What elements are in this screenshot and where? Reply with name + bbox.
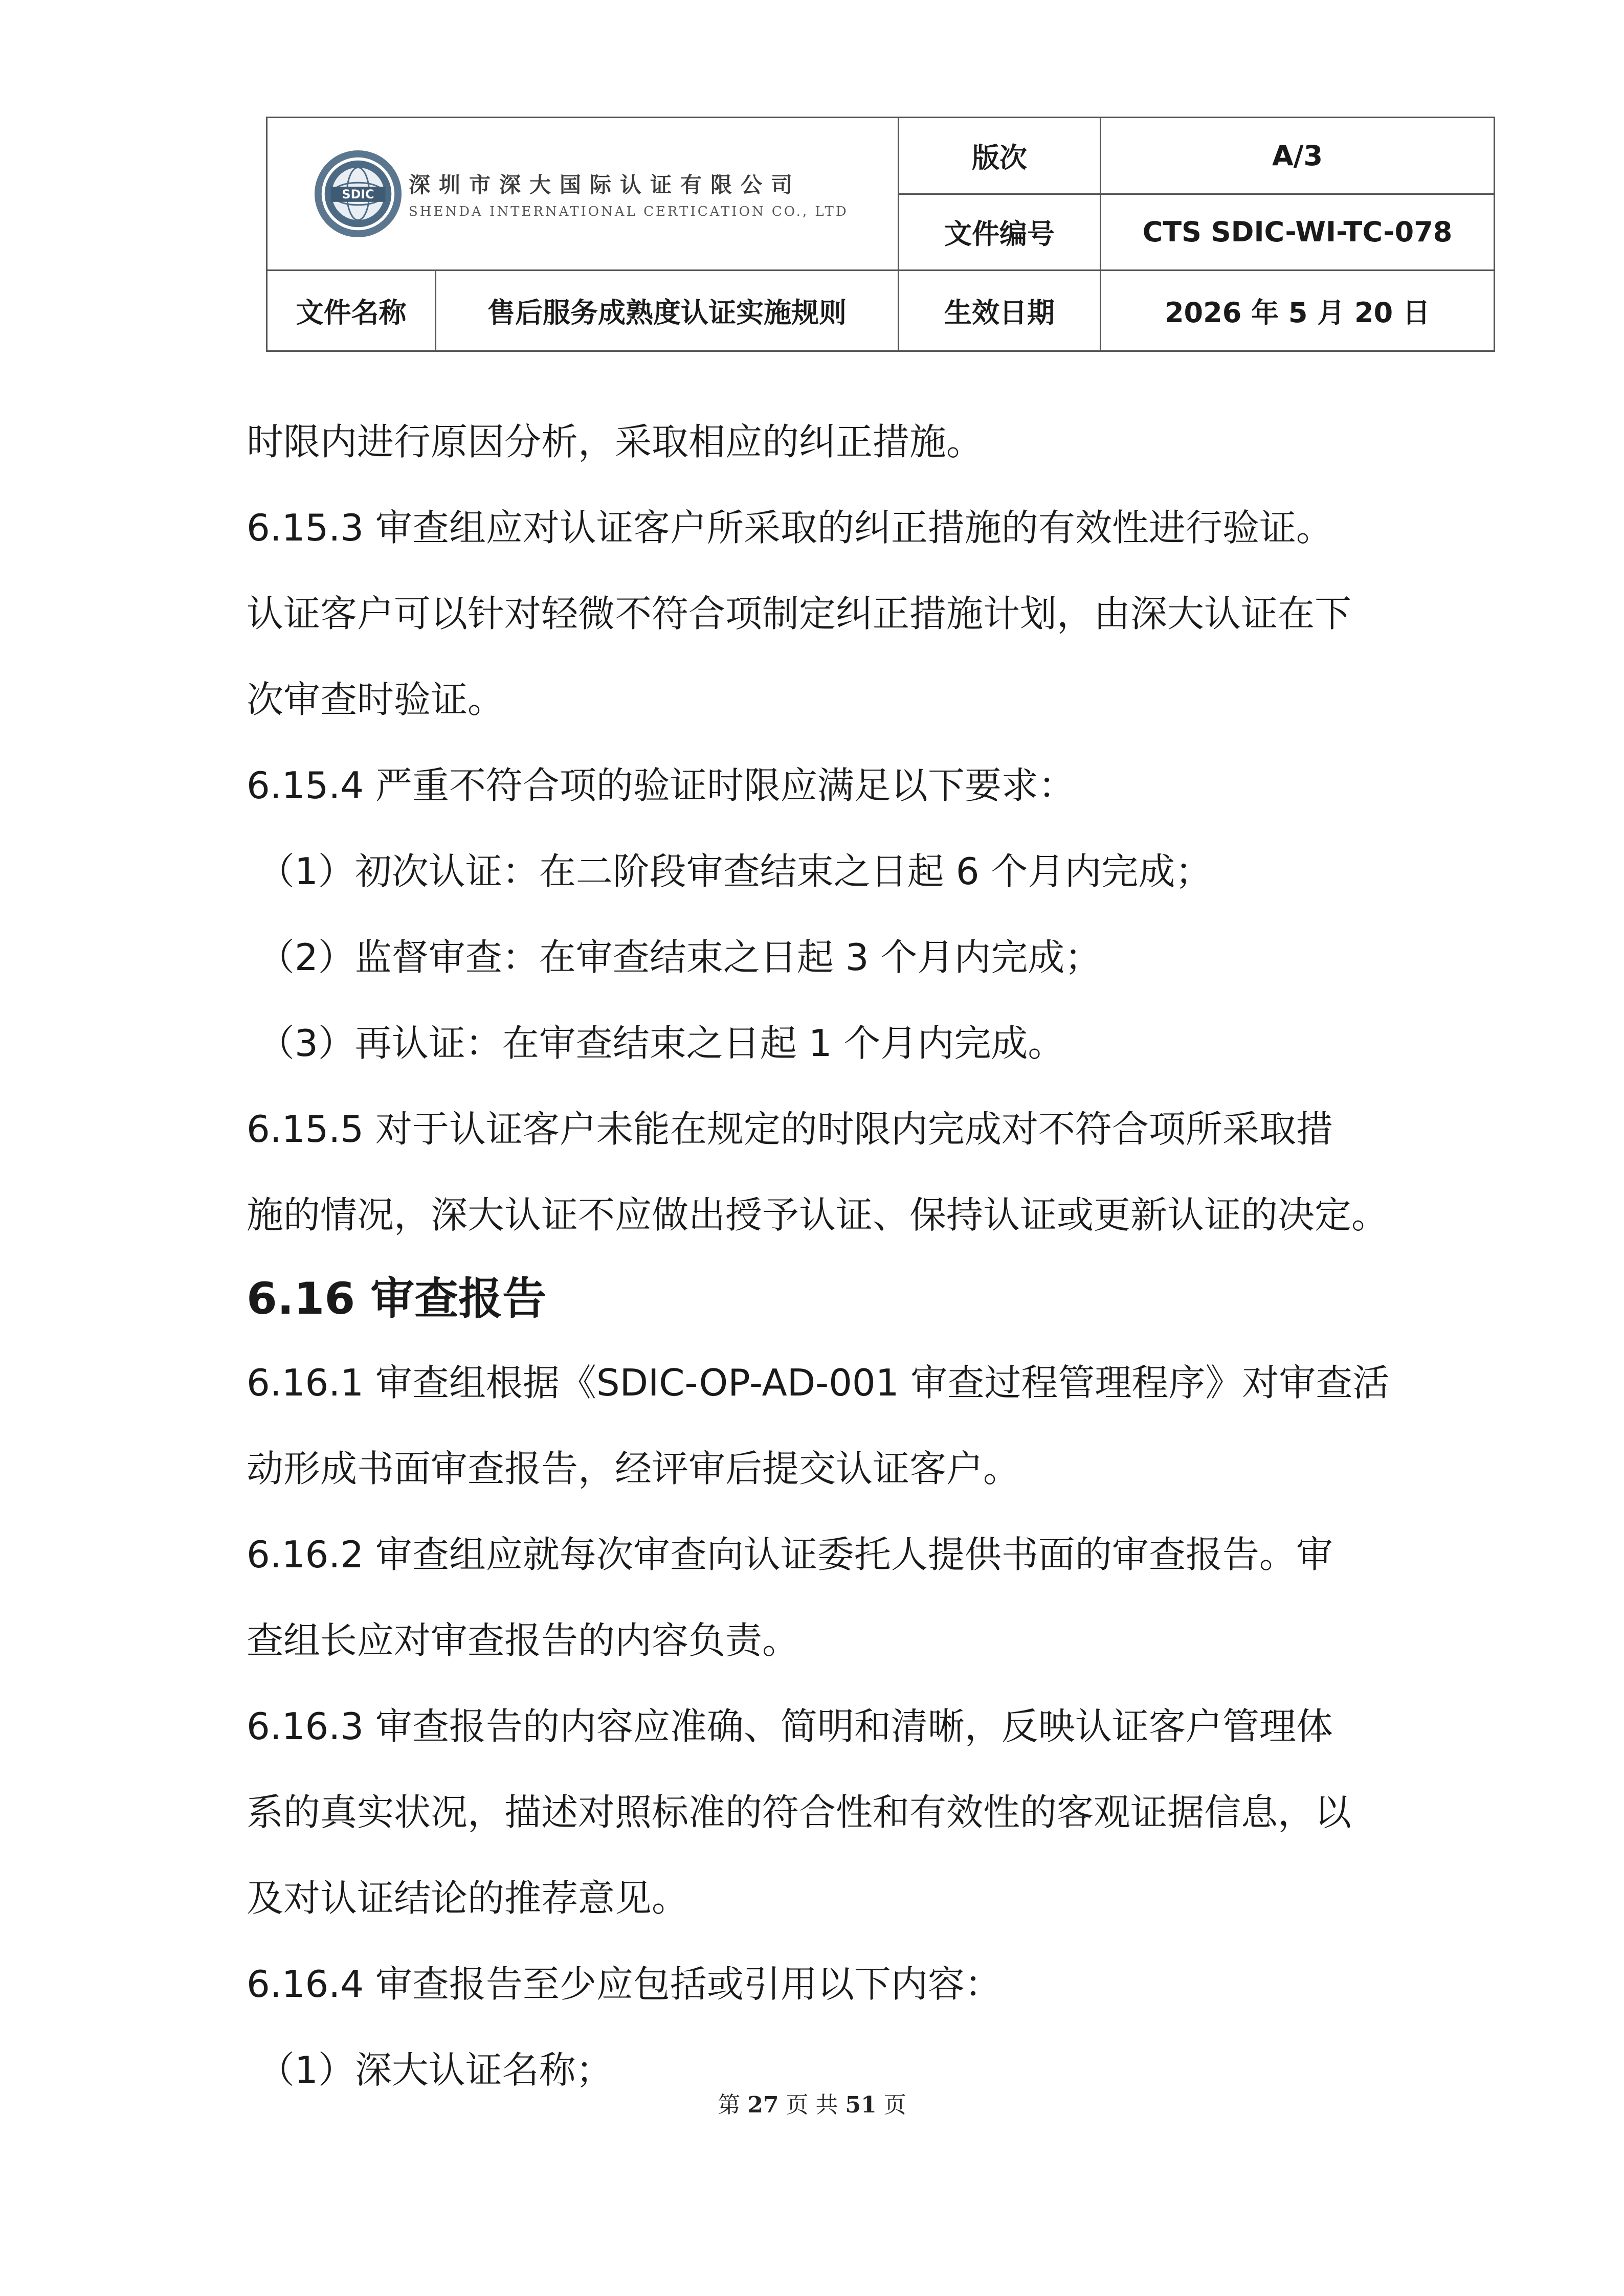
doc-number-value: CTS SDIC-WI-TC-078	[1101, 194, 1495, 271]
svg-text:SDIC: SDIC	[342, 187, 374, 201]
body-line: 动形成书面审查报告，经评审后提交认证客户。	[247, 1447, 1020, 1490]
effective-date-value: 2026 年 5 月 20 日	[1101, 271, 1495, 351]
company-name-en: SHENDA INTERNATIONAL CERTICATION CO., LTD	[409, 204, 849, 219]
version-value: A/3	[1101, 118, 1495, 194]
body-line: 系的真实状况，描述对照标准的符合性和有效性的客观证据信息，以	[247, 1791, 1352, 1834]
page-footer	[0, 2086, 1624, 2119]
body-line: 次审查时验证。	[247, 678, 505, 721]
list-item: （1）初次认证：在二阶段审查结束之日起 6 个月内完成；	[258, 850, 1212, 893]
body-line: 6.16.3 审查报告的内容应准确、简明和清晰，反映认证客户管理体	[247, 1705, 1333, 1748]
list-item: （3）再认证：在审查结束之日起 1 个月内完成。	[258, 1022, 1065, 1065]
section-heading: 6.16 审查报告	[247, 1273, 547, 1324]
company-name-cn: 深圳市深大国际认证有限公司	[409, 172, 802, 197]
effective-date-label: 生效日期	[899, 271, 1101, 351]
document-body	[247, 399, 1390, 2113]
doc-name-value: 售后服务成熟度认证实施规则	[436, 271, 899, 351]
version-label: 版次	[899, 118, 1101, 194]
body-line: 施的情况，深大认证不应做出授予认证、保持认证或更新认证的决定。	[247, 1194, 1389, 1236]
document-header-table	[266, 117, 1495, 352]
body-line: 6.16.2 审查组应就每次审查向认证委托人提供书面的审查报告。审	[247, 1533, 1333, 1576]
footer-middle: 页 共	[786, 2092, 838, 2118]
body-line: 6.15.5 对于认证客户未能在规定的时限内完成对不符合项所采取措	[247, 1108, 1333, 1151]
body-line: 6.16.4 审查报告至少应包括或引用以下内容：	[247, 1963, 1002, 2006]
body-line: 及对认证结论的推荐意见。	[247, 1877, 689, 1920]
doc-number-label: 文件编号	[899, 194, 1101, 271]
total-page-number: 51	[845, 2092, 877, 2118]
company-logo-cell	[267, 118, 899, 271]
company-seal-logo	[313, 148, 404, 239]
list-item: （1）深大认证名称；	[258, 2049, 613, 2091]
footer-suffix: 页	[883, 2092, 906, 2118]
body-line: 认证客户可以针对轻微不符合项制定纠正措施计划，由深大认证在下	[247, 592, 1352, 635]
current-page-number: 27	[747, 2092, 779, 2118]
body-line: 查组长应对审查报告的内容负责。	[247, 1619, 799, 1662]
body-line: 6.15.4 严重不符合项的验证时限应满足以下要求：	[247, 764, 1075, 807]
body-line: 6.15.3 审查组应对认证客户所采取的纠正措施的有效性进行验证。	[247, 506, 1333, 549]
body-line: 时限内进行原因分析，采取相应的纠正措施。	[247, 420, 984, 463]
doc-name-label: 文件名称	[267, 271, 436, 351]
list-item: （2）监督审查：在审查结束之日起 3 个月内完成；	[258, 936, 1102, 979]
footer-prefix: 第	[718, 2092, 741, 2118]
body-line: 6.16.1 审查组根据《SDIC-OP-AD-001 审查过程管理程序》对审查活	[247, 1361, 1390, 1404]
